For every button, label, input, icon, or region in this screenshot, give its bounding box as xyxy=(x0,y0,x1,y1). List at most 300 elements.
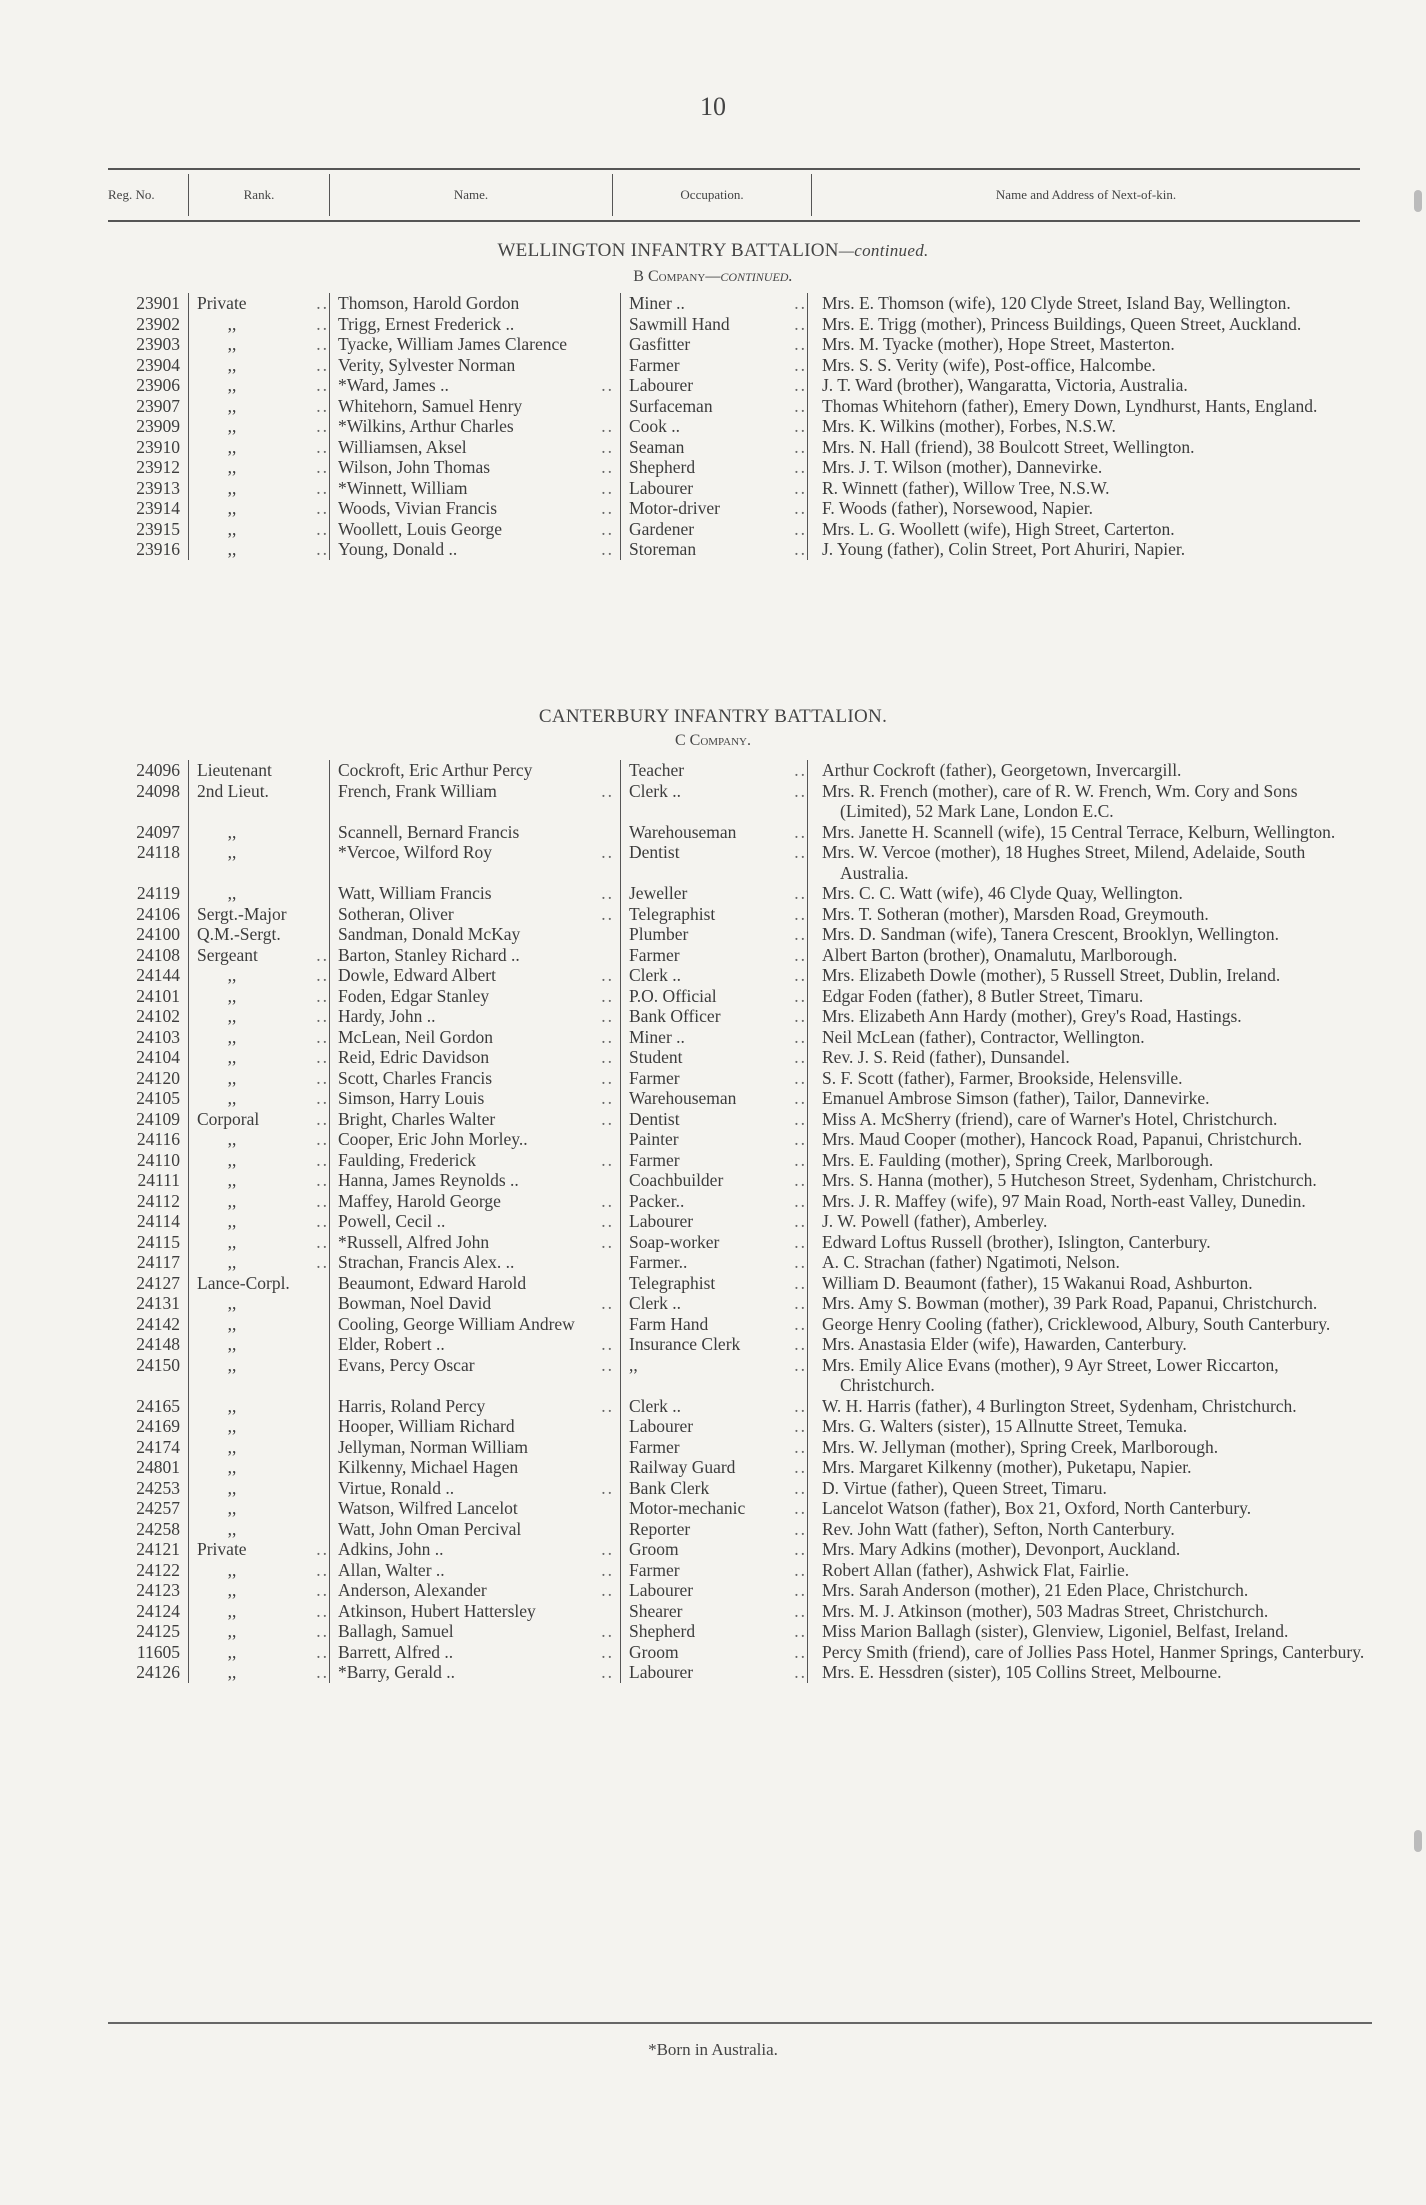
leader-dots: .. xyxy=(601,1108,614,1129)
occupation-cell xyxy=(621,1170,808,1191)
next-of-kin-cell xyxy=(808,1560,1373,1581)
reg-no: 24109 xyxy=(136,1108,180,1129)
rank: ,, xyxy=(227,1313,237,1334)
rank-cell xyxy=(189,1437,330,1458)
rank-cell xyxy=(189,1396,330,1417)
next-of-kin: R. Winnett (father), Willow Tree, N.S.W. xyxy=(822,477,1110,498)
scan-edge-mark xyxy=(1414,1830,1422,1852)
next-of-kin: Mrs. Janette H. Scannell (wife), 15 Central Terrace, Kelburn, Wellington. xyxy=(822,821,1336,842)
name-cell xyxy=(330,1068,621,1089)
next-of-kin: F. Woods (father), Norsewood, Napier. xyxy=(822,498,1093,518)
next-of-kin-cell xyxy=(808,1211,1373,1232)
next-of-kin-cell xyxy=(808,781,1373,822)
next-of-kin-cell xyxy=(808,1601,1373,1622)
leader-dots: .. xyxy=(794,395,807,416)
occupation-cell xyxy=(621,842,808,883)
soldier-name: Beaumont, Edward Harold xyxy=(338,1272,527,1293)
next-of-kin: Mrs. E. Trigg (mother), Princess Buildings, Queen Street, Auckland. xyxy=(822,313,1302,334)
reg-no: 24108 xyxy=(136,944,180,965)
name-cell xyxy=(330,1519,621,1540)
occupation: Labourer xyxy=(629,477,694,498)
table-row xyxy=(108,293,1372,314)
name-cell xyxy=(330,1478,621,1499)
next-of-kin: Mrs. Maud Cooper (mother), Hancock Road, Papanui, Christchurch. xyxy=(822,1129,1303,1149)
occupation: Soap-worker xyxy=(629,1231,720,1252)
occupation: Labourer xyxy=(629,375,694,395)
occupation: Labourer xyxy=(629,1580,694,1600)
soldier-name: Scannell, Bernard Francis xyxy=(338,821,520,842)
next-of-kin: Mrs. E. Thomson (wife), 120 Clyde Street, Island Bay, Wellington. xyxy=(822,293,1291,313)
next-of-kin: J. W. Powell (father), Amberley. xyxy=(822,1211,1048,1231)
reg-no: 24124 xyxy=(136,1600,180,1621)
rank-cell xyxy=(189,1088,330,1109)
leader-dots: .. xyxy=(316,1149,329,1170)
soldier-name: Sotheran, Oliver xyxy=(338,903,454,924)
bottom-rule xyxy=(108,2022,1372,2024)
rank: ,, xyxy=(227,1436,237,1457)
table-row xyxy=(108,945,1372,966)
soldier-name: Cockroft, Eric Arthur Percy xyxy=(338,760,533,780)
table-row xyxy=(108,1027,1372,1048)
rank-cell xyxy=(189,904,330,925)
leader-dots: .. xyxy=(794,1498,807,1518)
soldier-name: Bowman, Noel David xyxy=(338,1293,492,1313)
soldier-name: *Vercoe, Wilford Roy xyxy=(338,842,493,862)
rank: ,, xyxy=(227,1026,237,1047)
rank: ,, xyxy=(227,883,237,903)
table-row xyxy=(108,1580,1372,1601)
reg-no: 24127 xyxy=(136,1272,180,1293)
next-of-kin: Mrs. Amy S. Bowman (mother), 39 Park Road, Papanui, Christchurch. xyxy=(822,1293,1318,1313)
table-row xyxy=(108,1211,1372,1232)
leader-dots: .. xyxy=(794,313,807,334)
name-cell xyxy=(330,842,621,883)
leader-dots: .. xyxy=(316,334,329,354)
leader-dots: .. xyxy=(794,1088,807,1108)
table-row xyxy=(108,1088,1372,1109)
soldier-name: Tyacke, William James Clarence xyxy=(338,334,568,354)
leader-dots: .. xyxy=(316,416,329,436)
rank: ,, xyxy=(227,334,237,354)
name-cell xyxy=(330,396,621,417)
rank: Sergeant xyxy=(197,944,258,965)
occupation-cell xyxy=(621,1314,808,1335)
leader-dots: .. xyxy=(601,1088,614,1108)
rank: ,, xyxy=(227,1600,237,1621)
leader-dots: .. xyxy=(794,518,807,539)
next-of-kin-cell xyxy=(808,1457,1373,1478)
next-of-kin-cell xyxy=(808,1129,1373,1150)
reg-no: 24119 xyxy=(136,883,180,903)
reg-no: 23913 xyxy=(136,477,180,498)
next-of-kin-cell xyxy=(808,1047,1373,1068)
next-of-kin-cell xyxy=(808,416,1373,437)
next-of-kin: J. T. Ward (brother), Wangaratta, Victoria, Australia. xyxy=(822,375,1188,395)
occupation-cell xyxy=(621,1580,808,1601)
leader-dots: .. xyxy=(794,1539,807,1559)
rank-cell xyxy=(189,1662,330,1683)
next-of-kin: Mrs. C. C. Watt (wife), 46 Clyde Quay, Wellington. xyxy=(822,883,1183,903)
soldier-name: Bright, Charles Walter xyxy=(338,1108,496,1129)
occupation: Warehouseman xyxy=(629,821,737,842)
rank-cell xyxy=(189,1068,330,1089)
next-of-kin-cell xyxy=(808,1396,1373,1417)
next-of-kin-cell xyxy=(808,986,1373,1007)
occupation: Painter xyxy=(629,1129,679,1149)
rank-cell xyxy=(189,1293,330,1314)
rank-cell xyxy=(189,1273,330,1294)
soldier-name: Powell, Cecil .. xyxy=(338,1211,446,1231)
reg-no: 23907 xyxy=(136,395,180,416)
rank: ,, xyxy=(227,1662,237,1682)
occupation-cell xyxy=(621,1191,808,1212)
occupation: Farmer xyxy=(629,1559,680,1580)
leader-dots: .. xyxy=(794,1231,807,1252)
name-cell xyxy=(330,1662,621,1683)
soldier-name: Thomson, Harold Gordon xyxy=(338,293,520,313)
occupation-cell xyxy=(621,1273,808,1294)
reg-no: 23909 xyxy=(136,416,180,436)
occupation-cell xyxy=(621,781,808,822)
table-row xyxy=(108,1191,1372,1212)
next-of-kin: Mrs. R. French (mother), care of R. W. French, Wm. Cory and Sons (Limited), 52 Mark Lane, London E.C. xyxy=(822,780,1298,821)
name-cell xyxy=(330,1293,621,1314)
table-row xyxy=(108,1396,1372,1417)
soldier-name: Ballagh, Samuel xyxy=(338,1621,454,1641)
leader-dots: .. xyxy=(601,1539,614,1559)
next-of-kin: A. C. Strachan (father) Ngatimoti, Nelson. xyxy=(822,1252,1120,1272)
next-of-kin-cell xyxy=(808,293,1373,314)
rank: ,, xyxy=(227,313,237,334)
reg-no: 24117 xyxy=(136,1252,180,1272)
occupation-cell xyxy=(621,498,808,519)
occupation-cell xyxy=(621,519,808,540)
next-of-kin-cell xyxy=(808,1109,1373,1130)
reg-no: 24131 xyxy=(136,1293,180,1313)
leader-dots: .. xyxy=(316,1211,329,1231)
leader-dots: .. xyxy=(794,944,807,965)
rank: ,, xyxy=(227,1518,237,1539)
leader-dots: .. xyxy=(601,1231,614,1252)
leader-dots: .. xyxy=(316,1129,329,1149)
next-of-kin-cell xyxy=(808,1334,1373,1355)
soldier-name: Cooper, Eric John Morley.. xyxy=(338,1129,528,1149)
leader-dots: .. xyxy=(601,1477,614,1498)
leader-dots: .. xyxy=(316,1252,329,1272)
occupation-cell xyxy=(621,1396,808,1417)
leader-dots: .. xyxy=(601,375,614,395)
soldier-name: Young, Donald .. xyxy=(338,539,458,559)
occupation-cell xyxy=(621,1047,808,1068)
leader-dots: .. xyxy=(601,1026,614,1047)
occupation-cell xyxy=(621,293,808,314)
reg-no: 24098 xyxy=(136,780,180,801)
name-cell xyxy=(330,1088,621,1109)
soldier-name: Woollett, Louis George xyxy=(338,518,503,539)
next-of-kin: W. H. Harris (father), 4 Burlington Street, Sydenham, Christchurch. xyxy=(822,1395,1297,1416)
occupation: Bank Officer xyxy=(629,1006,721,1026)
soldier-name: Wilson, John Thomas xyxy=(338,457,491,477)
occupation-cell xyxy=(621,1252,808,1273)
table-row xyxy=(108,519,1372,540)
occupation-cell xyxy=(621,1088,808,1109)
occupation: Clerk .. xyxy=(629,965,682,985)
rank-cell xyxy=(189,1416,330,1437)
occupation: Farmer xyxy=(629,1436,680,1457)
occupation: Storeman xyxy=(629,539,697,559)
leader-dots: .. xyxy=(794,1313,807,1334)
leader-dots: .. xyxy=(794,1067,807,1088)
leader-dots: .. xyxy=(601,965,614,985)
next-of-kin: Mrs. L. G. Woollett (wife), High Street, Carterton. xyxy=(822,518,1175,539)
reg-no: 23902 xyxy=(136,313,180,334)
next-of-kin-cell xyxy=(808,1191,1373,1212)
leader-dots: .. xyxy=(316,1641,329,1662)
reg-no: 24142 xyxy=(136,1313,180,1334)
rank: Lance-Corpl. xyxy=(197,1272,290,1293)
soldier-name: Watt, John Oman Percival xyxy=(338,1518,522,1539)
leader-dots: .. xyxy=(794,965,807,985)
next-of-kin: Edward Loftus Russell (brother), Islington, Canterbury. xyxy=(822,1231,1211,1252)
table-row xyxy=(108,1662,1372,1683)
table-row xyxy=(108,1642,1372,1663)
next-of-kin-cell xyxy=(808,904,1373,925)
next-of-kin-cell xyxy=(808,822,1373,843)
rank-cell xyxy=(189,1457,330,1478)
rank: ,, xyxy=(227,1498,237,1518)
occupation-cell xyxy=(621,1621,808,1642)
next-of-kin: Thomas Whitehorn (father), Emery Down, Lyndhurst, Hants, England. xyxy=(822,395,1318,416)
next-of-kin: Mrs. W. Vercoe (mother), 18 Hughes Street, Milend, Adelaide, South Australia. xyxy=(822,842,1306,883)
leader-dots: .. xyxy=(601,1149,614,1170)
next-of-kin-cell xyxy=(808,1006,1373,1027)
soldier-name: *Wilkins, Arthur Charles xyxy=(338,416,514,436)
next-of-kin-cell xyxy=(808,1437,1373,1458)
occupation-cell xyxy=(621,1601,808,1622)
next-of-kin-cell xyxy=(808,478,1373,499)
occupation-cell xyxy=(621,1498,808,1519)
table-row xyxy=(108,1416,1372,1437)
soldier-name: Verity, Sylvester Norman xyxy=(338,354,516,375)
table-row xyxy=(108,539,1372,560)
leader-dots: .. xyxy=(794,1006,807,1026)
soldier-name: Faulding, Frederick xyxy=(338,1149,477,1170)
leader-dots: .. xyxy=(794,1559,807,1580)
next-of-kin-cell xyxy=(808,1088,1373,1109)
next-of-kin-cell xyxy=(808,539,1373,560)
leader-dots: .. xyxy=(794,293,807,313)
occupation: Packer.. xyxy=(629,1190,685,1211)
occupation-cell xyxy=(621,478,808,499)
table-row xyxy=(108,1314,1372,1335)
next-of-kin: Albert Barton (brother), Onamalutu, Marlborough. xyxy=(822,944,1178,965)
header-name: Name. xyxy=(330,174,613,216)
next-of-kin: Rev. John Watt (father), Sefton, North Canterbury. xyxy=(822,1518,1175,1539)
leader-dots: .. xyxy=(316,1231,329,1252)
table-row xyxy=(108,416,1372,437)
leader-dots: .. xyxy=(794,883,807,903)
soldier-name: Foden, Edgar Stanley xyxy=(338,985,490,1006)
rank-cell xyxy=(189,1580,330,1601)
occupation-cell xyxy=(621,416,808,437)
name-cell xyxy=(330,986,621,1007)
leader-dots: .. xyxy=(601,1293,614,1313)
rank: ,, xyxy=(227,1354,237,1375)
rank: ,, xyxy=(227,1129,237,1149)
occupation: Telegraphist xyxy=(629,1272,716,1293)
leader-dots: .. xyxy=(601,1395,614,1416)
leader-dots: .. xyxy=(794,1416,807,1436)
soldier-name: Hardy, John .. xyxy=(338,1006,436,1026)
next-of-kin: Mrs. N. Hall (friend), 38 Boulcott Street, Wellington. xyxy=(822,436,1195,457)
occupation: Coachbuilder xyxy=(629,1170,724,1190)
next-of-kin-cell xyxy=(808,1293,1373,1314)
occupation-cell xyxy=(621,1211,808,1232)
occupation: Teacher xyxy=(629,760,685,780)
company-heading-c: C Company. xyxy=(674,732,751,749)
next-of-kin: Mrs. Sarah Anderson (mother), 21 Eden Place, Christchurch. xyxy=(822,1580,1249,1600)
leader-dots: .. xyxy=(316,1088,329,1108)
occupation-cell xyxy=(621,539,808,560)
name-cell xyxy=(330,1457,621,1478)
reg-no: 11605 xyxy=(136,1641,180,1662)
rank-cell xyxy=(189,1150,330,1171)
reg-no: 24122 xyxy=(136,1559,180,1580)
rank-cell xyxy=(189,457,330,478)
next-of-kin: Mrs. Elizabeth Ann Hardy (mother), Grey's Road, Hastings. xyxy=(822,1006,1242,1026)
rank-cell xyxy=(189,1047,330,1068)
name-cell xyxy=(330,1170,621,1191)
next-of-kin: Emanuel Ambrose Simson (father), Tailor, Dannevirke. xyxy=(822,1088,1210,1108)
name-cell xyxy=(330,1396,621,1417)
soldier-name: Virtue, Ronald .. xyxy=(338,1477,455,1498)
next-of-kin-cell xyxy=(808,437,1373,458)
soldier-name: Scott, Charles Francis xyxy=(338,1067,493,1088)
next-of-kin: George Henry Cooling (father), Cricklewood, Albury, South Canterbury. xyxy=(822,1313,1331,1334)
next-of-kin: D. Virtue (father), Queen Street, Timaru. xyxy=(822,1477,1107,1498)
table-row xyxy=(108,1457,1372,1478)
rank-cell xyxy=(189,539,330,560)
name-cell xyxy=(330,781,621,822)
leader-dots: .. xyxy=(794,334,807,354)
reg-no: 24174 xyxy=(136,1436,180,1457)
leader-dots: .. xyxy=(794,416,807,436)
occupation: Farmer.. xyxy=(629,1252,688,1272)
next-of-kin-cell xyxy=(808,375,1373,396)
leader-dots: .. xyxy=(601,780,614,801)
rank-cell xyxy=(189,334,330,355)
soldier-name: Williamsen, Aksel xyxy=(338,436,467,457)
occupation-cell xyxy=(621,986,808,1007)
table-row xyxy=(108,1273,1372,1294)
reg-no: 23916 xyxy=(136,539,180,559)
leader-dots: .. xyxy=(794,1026,807,1047)
next-of-kin-cell xyxy=(808,1252,1373,1273)
leader-dots: .. xyxy=(601,842,614,862)
rank-cell xyxy=(189,1109,330,1130)
name-cell xyxy=(330,945,621,966)
leader-dots: .. xyxy=(316,944,329,965)
rank-cell xyxy=(189,1355,330,1396)
next-of-kin: Mrs. T. Sotheran (mother), Marsden Road, Greymouth. xyxy=(822,903,1209,924)
leader-dots: .. xyxy=(316,985,329,1006)
leader-dots: .. xyxy=(601,1211,614,1231)
reg-no: 24106 xyxy=(136,903,180,924)
leader-dots: .. xyxy=(794,821,807,842)
reg-no: 24258 xyxy=(136,1518,180,1539)
leader-dots: .. xyxy=(794,1580,807,1600)
rank-cell xyxy=(189,498,330,519)
next-of-kin-cell xyxy=(808,1478,1373,1499)
occupation-cell xyxy=(621,1129,808,1150)
reg-no: 24116 xyxy=(136,1129,180,1149)
reg-no: 24096 xyxy=(136,760,180,780)
soldier-name: Whitehorn, Samuel Henry xyxy=(338,395,523,416)
rank-cell xyxy=(189,1027,330,1048)
rank-cell xyxy=(189,760,330,781)
leader-dots: .. xyxy=(601,903,614,924)
next-of-kin-cell xyxy=(808,1519,1373,1540)
rank-cell xyxy=(189,355,330,376)
scan-edge-mark xyxy=(1414,190,1422,212)
next-of-kin-cell xyxy=(808,334,1373,355)
leader-dots: .. xyxy=(794,1457,807,1477)
next-of-kin: William D. Beaumont (father), 15 Wakanui Road, Ashburton. xyxy=(822,1272,1253,1293)
next-of-kin-cell xyxy=(808,1232,1373,1253)
leader-dots: .. xyxy=(316,395,329,416)
occupation-cell xyxy=(621,822,808,843)
soldier-name: Watt, William Francis xyxy=(338,883,492,903)
leader-dots: .. xyxy=(601,1662,614,1682)
next-of-kin: Robert Allan (father), Ashwick Flat, Fairlie. xyxy=(822,1559,1130,1580)
next-of-kin-cell xyxy=(808,924,1373,945)
reg-no: 24257 xyxy=(136,1498,180,1518)
leader-dots: .. xyxy=(601,1641,614,1662)
occupation-cell xyxy=(621,1355,808,1396)
next-of-kin: Mrs. E. Faulding (mother), Spring Creek, Marlborough. xyxy=(822,1149,1214,1170)
rank-cell xyxy=(189,986,330,1007)
occupation-cell xyxy=(621,457,808,478)
occupation-cell xyxy=(621,355,808,376)
occupation-cell xyxy=(621,1334,808,1355)
soldier-name: *Barry, Gerald .. xyxy=(338,1662,455,1682)
leader-dots: .. xyxy=(316,457,329,477)
table-row xyxy=(108,437,1372,458)
leader-dots: .. xyxy=(794,539,807,559)
leader-dots: .. xyxy=(316,1047,329,1067)
reg-no: 23914 xyxy=(136,498,180,518)
leader-dots: .. xyxy=(794,1662,807,1682)
leader-dots: .. xyxy=(316,498,329,518)
soldier-name: Hanna, James Reynolds .. xyxy=(338,1170,519,1190)
rank-cell xyxy=(189,822,330,843)
rank-cell xyxy=(189,1539,330,1560)
rank: ,, xyxy=(227,985,237,1006)
next-of-kin: Mrs. M. J. Atkinson (mother), 503 Madras Street, Christchurch. xyxy=(822,1600,1269,1621)
name-cell xyxy=(330,1211,621,1232)
rank-cell xyxy=(189,1314,330,1335)
leader-dots: .. xyxy=(601,1190,614,1211)
occupation: Farmer xyxy=(629,944,680,965)
occupation-cell xyxy=(621,1560,808,1581)
leader-dots: .. xyxy=(601,1047,614,1067)
page-number: 10 xyxy=(700,92,726,121)
leader-dots: .. xyxy=(601,416,614,436)
rank-cell xyxy=(189,945,330,966)
reg-no: 24165 xyxy=(136,1395,180,1416)
soldier-name: *Russell, Alfred John xyxy=(338,1231,490,1252)
next-of-kin-cell xyxy=(808,396,1373,417)
